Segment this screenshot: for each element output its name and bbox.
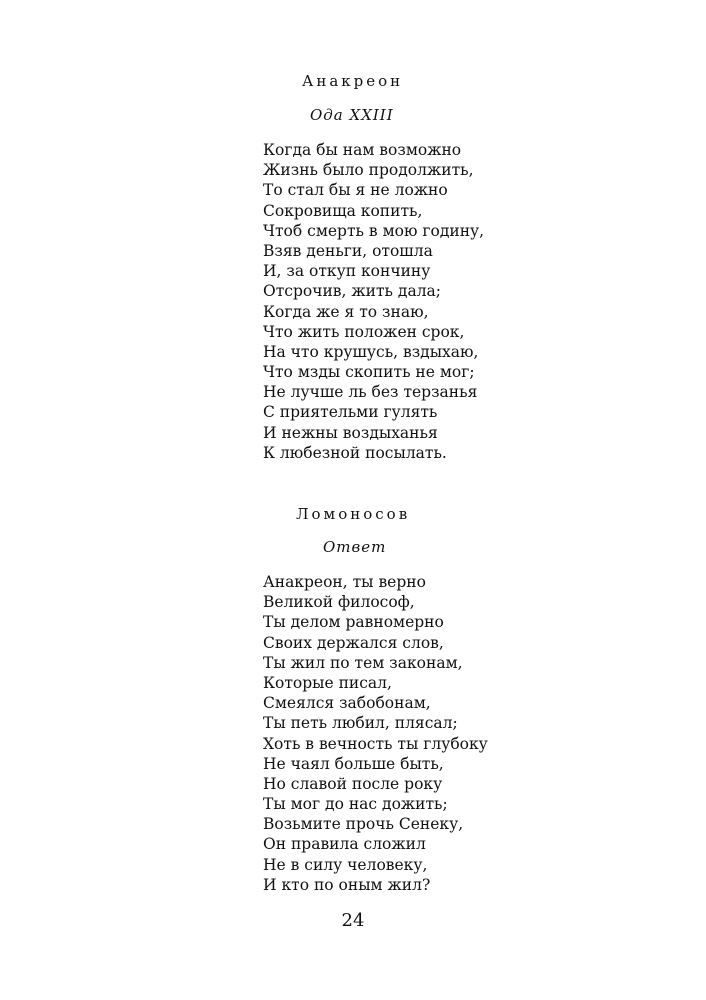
verse-line: Взяв деньги, отошла <box>263 241 433 260</box>
verse-line: Сокровища копить, <box>263 201 423 220</box>
verse-line: На что крушусь, вздыхаю, <box>263 342 479 361</box>
verse-line: Великой философ, <box>263 593 415 612</box>
verse-line: Которые писал, <box>263 673 392 692</box>
verse-line: С приятельми гулять <box>263 403 438 422</box>
verse-line: Ты петь любил, плясал; <box>263 714 458 733</box>
verse-line: Не в силу человеку, <box>263 855 428 874</box>
verse-line: Не лучше ль без терзанья <box>263 383 478 402</box>
verse-line: Не чаял больше быть, <box>263 754 444 773</box>
verse-line: То стал бы я не ложно <box>263 181 448 200</box>
verse-line: И нежны воздыханья <box>263 423 438 442</box>
verse-line: Что мзды скопить не мог; <box>263 363 475 382</box>
poem2-verse <box>263 572 488 895</box>
poem1-title: Ода XXIII <box>310 106 394 124</box>
verse-line: Ты мог до нас дожить; <box>263 795 448 814</box>
page-number: 24 <box>341 910 365 931</box>
verse-line: И кто по оным жил? <box>263 875 431 894</box>
verse-line: Когда бы нам возможно <box>263 141 462 159</box>
poem1-author: Анакреон <box>302 72 404 90</box>
verse-line: Жизнь было продолжить, <box>263 161 474 180</box>
poem2-title: Ответ <box>323 538 387 556</box>
verse-line: Смеялся забобонам, <box>263 694 431 713</box>
verse-line: Отсрочив, жить дала; <box>263 282 442 301</box>
verse-line: Ты жил по тем законам, <box>263 653 463 672</box>
verse-line: И, за откуп кончину <box>263 262 431 281</box>
verse-line: Он правила сложил <box>263 835 426 854</box>
verse-line: Но славой после року <box>263 774 443 793</box>
verse-line: К любезной посылать. <box>263 443 447 462</box>
verse-line: Возьмите прочь Сенеку, <box>263 815 464 834</box>
verse-line: Своих держался слов, <box>263 633 444 652</box>
verse-line: Что жить положен срок, <box>263 322 465 341</box>
verse-line: Ты делом равномерно <box>263 613 444 632</box>
poem1-verse <box>263 140 484 463</box>
verse-line: Когда же я то знаю, <box>263 302 429 321</box>
verse-line: Чтоб смерть в мою годину, <box>263 221 485 240</box>
verse-line: Хоть в вечность ты глубоку <box>263 734 488 753</box>
verse-line: Анакреон, ты верно <box>263 573 426 591</box>
poem2-author: Ломоносов <box>296 505 411 523</box>
